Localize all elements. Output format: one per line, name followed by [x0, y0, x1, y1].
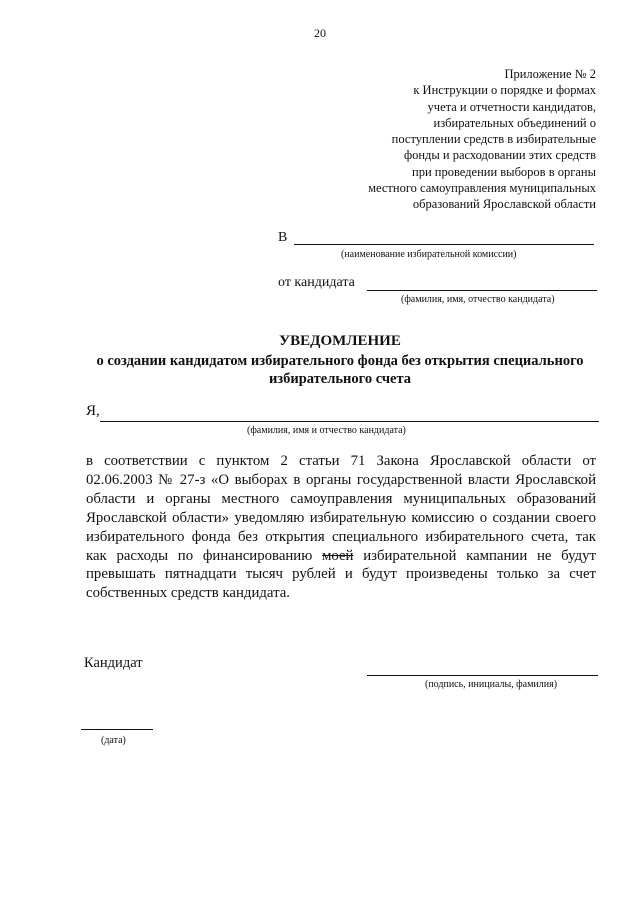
appendix-header	[296, 66, 596, 213]
body-line: избирательного фонда без открытия специального избирательного счета, так	[86, 528, 596, 545]
candidate-name-line[interactable]	[367, 289, 597, 291]
from-field-prefix: от кандидата	[278, 275, 355, 290]
to-field-prefix: В	[278, 230, 288, 245]
appendix-line: местного самоуправления муниципальных	[368, 181, 596, 196]
appendix-line: образований Ярославской области	[412, 197, 596, 212]
appendix-line: при проведении выборов в органы	[412, 164, 596, 179]
appendix-line: учета и отчетности кандидатов,	[427, 99, 596, 114]
body-line-part: как расходы по финансированию	[86, 547, 313, 564]
appendix-line: к Инструкции о порядке и формах	[413, 83, 596, 98]
subtitle-line: избирательного счета	[268, 371, 412, 387]
notification-body	[86, 452, 596, 603]
date-caption: (дата)	[101, 735, 126, 746]
document-title: УВЕДОМЛЕНИЕ	[279, 333, 401, 349]
body-line: в соответствии с пунктом 2 статьи 71 Закона Ярославской области от	[86, 453, 596, 469]
body-line: Ярославской области» уведомляю избирательную комиссию о создании своего	[86, 509, 596, 526]
signature-label: Кандидат	[84, 655, 143, 671]
appendix-line: поступлении средств в избирательные	[391, 132, 596, 147]
body-line	[86, 547, 596, 566]
subtitle-line: о создании кандидатом избирательного фонда без открытия специального	[96, 353, 584, 369]
i-field-prefix: Я,	[86, 403, 100, 419]
date-line[interactable]	[81, 728, 153, 730]
candidate-name-caption: (фамилия, имя, отчество кандидата)	[401, 294, 555, 305]
body-line: превышать пятнадцати тысяч рублей и будут произведены только за счет	[86, 566, 596, 583]
struck-word: моей	[322, 547, 354, 564]
body-line: собственных средств кандидата.	[86, 585, 290, 602]
candidate-fullname-line[interactable]	[100, 420, 599, 422]
appendix-line: Приложение № 2	[504, 67, 596, 81]
commission-name-caption: (наименование избирательной комиссии)	[341, 249, 517, 260]
candidate-fullname-caption: (фамилия, имя и отчество кандидата)	[247, 425, 406, 436]
page-number: 20	[314, 26, 326, 40]
signature-caption: (подпись, инициалы, фамилия)	[425, 679, 558, 690]
appendix-line: избирательных объединений о	[433, 115, 596, 130]
appendix-line: фонды и расходовании этих средств	[403, 148, 596, 163]
commission-name-line[interactable]	[294, 243, 594, 245]
signature-line[interactable]	[367, 674, 598, 676]
document-subtitle	[40, 352, 640, 388]
body-line: 02.06.2003 № 27-з «О выборах в органы государственной власти Ярославской	[86, 471, 596, 488]
body-line-part: избирательной кампании не будут	[363, 547, 597, 564]
body-line: области и органы местного самоуправления муниципальных образований	[86, 490, 596, 507]
